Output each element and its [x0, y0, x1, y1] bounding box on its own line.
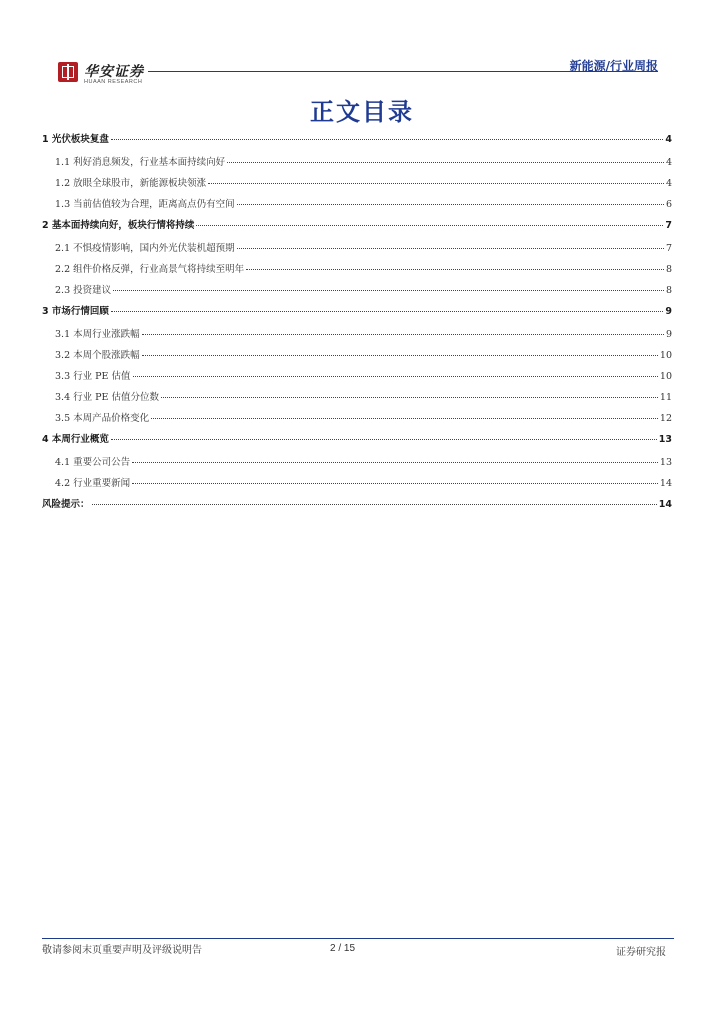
toc-entry-label: 2.2 组件价格反弹，行业高景气将持续至明年	[55, 264, 245, 275]
toc-leader-dots	[142, 334, 664, 335]
toc-leader-dots	[92, 504, 657, 505]
toc-leader-dots	[161, 397, 658, 398]
toc-leader-dots	[111, 311, 663, 312]
toc-leader-dots	[246, 269, 664, 270]
table-of-contents	[42, 134, 672, 522]
footer-disclaimer: 敬请参阅末页重要声明及评级说明告	[42, 945, 202, 956]
toc-entry[interactable]	[42, 434, 672, 445]
toc-entry-label: 1.3 当前估值较为合理，距离高点仍有空间	[55, 199, 235, 210]
toc-entry-label: 3.1 本周行业涨跌幅	[55, 329, 140, 340]
toc-entry[interactable]	[42, 499, 672, 510]
toc-entry-label: 3.4 行业 PE 估值分位数	[55, 392, 159, 403]
toc-entry-label: 3.3 行业 PE 估值	[55, 371, 131, 382]
logo-icon	[58, 62, 78, 82]
brand-subtitle: HUAAN RESEARCH	[84, 79, 143, 85]
toc-entry-page: 7	[665, 243, 672, 254]
toc-entry[interactable]	[42, 264, 672, 275]
toc-leader-dots	[111, 439, 657, 440]
toc-entry[interactable]	[42, 350, 672, 361]
toc-entry-page: 6	[665, 199, 672, 210]
toc-entry-page: 12	[659, 413, 672, 424]
toc-entry-label: 风险提示：	[42, 499, 90, 510]
toc-leader-dots	[208, 183, 664, 184]
toc-entry-page: 14	[659, 478, 672, 489]
toc-leader-dots	[132, 483, 658, 484]
toc-entry-page: 10	[659, 371, 672, 382]
footer-divider	[42, 938, 674, 939]
toc-entry-label: 2.3 投资建议	[55, 285, 112, 296]
toc-entry[interactable]	[42, 392, 672, 403]
toc-leader-dots	[196, 225, 663, 226]
toc-leader-dots	[133, 376, 658, 377]
toc-entry-page: 4	[665, 157, 672, 168]
toc-entry[interactable]	[42, 134, 672, 145]
report-type: 新能源/行业周报	[569, 59, 658, 73]
toc-entry-label: 1.2 放眼全球股市，新能源板块领涨	[55, 178, 207, 189]
toc-entry[interactable]	[42, 199, 672, 210]
toc-entry-page: 13	[658, 434, 672, 445]
toc-leader-dots	[237, 204, 664, 205]
toc-leader-dots	[237, 248, 664, 249]
toc-entry[interactable]	[42, 157, 672, 168]
toc-entry-label: 2.1 不惧疫情影响，国内外光伏装机超预期	[55, 243, 235, 254]
toc-entry[interactable]	[42, 478, 672, 489]
toc-entry-page: 4	[665, 178, 672, 189]
toc-entry-label: 1.1 利好消息频发，行业基本面持续向好	[55, 157, 226, 168]
toc-entry[interactable]	[42, 243, 672, 254]
toc-entry[interactable]	[42, 371, 672, 382]
toc-entry[interactable]	[42, 329, 672, 340]
toc-leader-dots	[132, 462, 658, 463]
toc-entry-page: 14	[658, 499, 672, 510]
toc-entry-page: 7	[665, 220, 672, 231]
toc-entry[interactable]	[42, 285, 672, 296]
toc-entry-label: 3 市场行情回顾	[42, 306, 109, 317]
toc-entry-label: 4.2 行业重要新闻	[55, 478, 131, 489]
brand-name: 华安证券	[84, 64, 144, 80]
toc-entry[interactable]	[42, 413, 672, 424]
toc-entry-label: 1 光伏板块复盘	[42, 134, 109, 145]
toc-entry[interactable]	[42, 220, 672, 231]
toc-entry-label: 3.2 本周个股涨跌幅	[55, 350, 140, 361]
toc-entry-page: 10	[659, 350, 672, 361]
toc-leader-dots	[227, 162, 664, 163]
toc-entry-label: 2 基本面持续向好，板块行情将持续	[42, 220, 195, 231]
toc-entry[interactable]	[42, 457, 672, 468]
toc-entry-label: 4.1 重要公司公告	[55, 457, 131, 468]
toc-entry-page: 9	[665, 306, 672, 317]
toc-entry-page: 13	[659, 457, 672, 468]
toc-leader-dots	[111, 139, 663, 140]
toc-entry[interactable]	[42, 306, 672, 317]
toc-leader-dots	[142, 355, 658, 356]
toc-entry-page: 8	[665, 264, 672, 275]
toc-leader-dots	[113, 290, 664, 291]
toc-entry-page: 4	[665, 134, 672, 145]
toc-entry-page: 9	[665, 329, 672, 340]
footer-label: 证券研究报	[616, 947, 666, 958]
toc-entry-page: 8	[665, 285, 672, 296]
page-number: 2 / 15	[330, 943, 356, 954]
toc-leader-dots	[151, 418, 658, 419]
page-title: 正文目录	[310, 98, 414, 126]
toc-entry[interactable]	[42, 178, 672, 189]
toc-entry-page: 11	[659, 392, 672, 403]
toc-entry-label: 4 本周行业概览	[42, 434, 109, 445]
toc-entry-label: 3.5 本周产品价格变化	[55, 413, 150, 424]
